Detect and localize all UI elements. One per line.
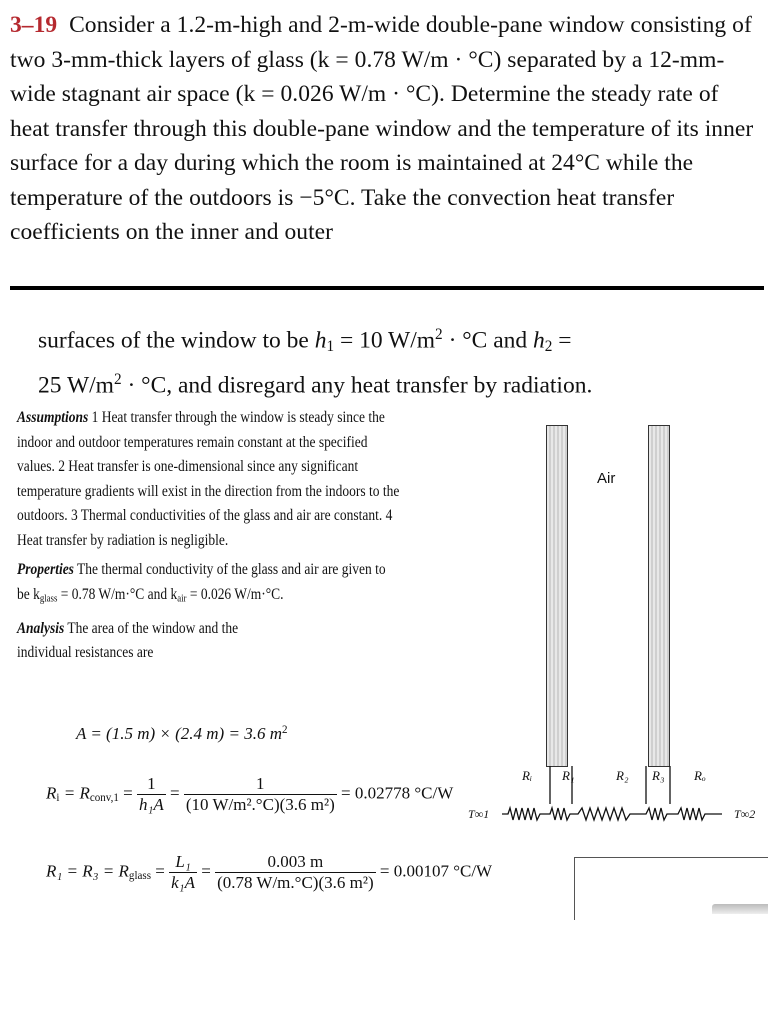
area-equation-text: A = (1.5 m) × (2.4 m) = 3.6 m xyxy=(76,724,282,744)
problem-number: 3–19 xyxy=(10,12,58,38)
assumptions-paragraph xyxy=(17,406,400,553)
eq2-num1: L₁ xyxy=(175,852,191,871)
solution-text xyxy=(17,406,400,671)
eq1-fraction-numeric xyxy=(184,774,337,815)
eq2-fraction-numeric xyxy=(215,852,376,893)
problem-statement xyxy=(10,8,762,250)
h2-subscript: 2 xyxy=(544,338,553,356)
properties-text-c: = 0.026 W/m·°C. xyxy=(186,585,284,603)
eq2-den1: k₁A xyxy=(171,873,195,892)
double-pane-window-figure xyxy=(546,425,692,765)
continuation-text-b: 25 W/m xyxy=(38,372,114,399)
resistor-label-r1: R₁ xyxy=(562,768,575,783)
glass-subscript: glass xyxy=(39,593,58,605)
t-inf2-label: T∞2 xyxy=(734,807,756,821)
eq1-mid-sub: conv,1 xyxy=(89,792,119,805)
eq2-fraction-symbolic xyxy=(169,852,197,893)
thermal-resistance-circuit xyxy=(466,764,766,824)
eq1-den2: (10 W/m².°C)(3.6 m²) xyxy=(185,795,335,814)
resistor-zigzag xyxy=(502,808,722,820)
glass-resistance-equation: $R_1 = R_3 = R_{glass}$ = $\frac{\text{L₁}}{\text{k₁A}}$ = $\frac{0.003 m}{\text{(0.78 W/m.°C)(3.6 m²)}}$ = 0.00107 °C/W xyxy=(46,852,493,892)
problem-text: Consider a 1.2-m-high and 2-m-wide double-pane window consisting of two 3-mm-thick layers of glass (k = 0.78 W/m · °C) separated by a 12-mm-wide stagnant air space (k = 0.026 W/m · °C). Determine the steady rate of heat transfer through this double-pane window and the temperature of its inner surface for a day during which the room is maintained at 24°C while the temperature of the outdoors is −5°C. Take the convection heat transfer coefficients on the inner and outer xyxy=(10,12,754,245)
eq1-result: = 0.02778 °C/W xyxy=(341,783,454,803)
assumptions-label: Assumptions xyxy=(17,409,89,426)
eq1-lhs-sub: i xyxy=(56,792,60,805)
h1-unit-sup: 2 xyxy=(435,326,443,343)
eq1-den1: h₁A xyxy=(138,795,164,814)
h1-subscript: 1 xyxy=(326,338,335,356)
problem-continuation xyxy=(38,318,738,403)
eq1-num2: 1 xyxy=(256,774,265,793)
eq1-num1: 1 xyxy=(147,774,156,793)
continuation-text-c: · °C, and disregard any heat transfer by radiation. xyxy=(121,372,593,399)
t-inf1-label: T∞1 xyxy=(468,807,490,821)
resistor-label-ro: Rₒ xyxy=(694,768,706,783)
h2-symbol: h xyxy=(533,327,545,354)
properties-text-a: The thermal conductivity of the glass and air are given to be k xyxy=(17,561,386,603)
properties-text-b: = 0.78 W/m·°C and k xyxy=(57,585,178,603)
resistor-label-r3: R₃ xyxy=(652,768,665,783)
properties-paragraph xyxy=(17,558,400,612)
eq2-result: = 0.00107 °C/W xyxy=(379,861,493,881)
air-subscript: air xyxy=(177,593,187,605)
inner-resistance-equation: $R_i = R_{conv,1}$ = $\frac{1}{\text{h₁A}}$ = $\frac{1}{\text{(10 W/m².°C)(3.6 m²)}}$ = 0.02778 °C/W xyxy=(46,774,454,814)
resistor-label-ri: Rᵢ xyxy=(522,768,532,783)
analysis-label: Analysis xyxy=(17,619,65,637)
inner-glass-pane xyxy=(546,425,568,767)
result-panel-tab xyxy=(712,904,768,914)
properties-label: Properties xyxy=(17,561,74,578)
eq2-lhs: R₁ = R₃ = R xyxy=(46,861,129,881)
continuation-text-a: surfaces of the window to be xyxy=(38,327,315,354)
assumptions-text: 1 Heat transfer through the window is steady since the indoor and outdoor temperatures remain constant at the specified values. 2 Heat transfer is one-dimensional since any significant temperature gradients will exist in the direction from the indoors to the outdoors. 3 Thermal conductivities of the glass and air are constant. 4 Heat transfer by radiation is negligible. xyxy=(17,409,400,549)
h2-unit-sup: 2 xyxy=(113,371,122,389)
page-divider xyxy=(10,286,764,290)
analysis-text: The area of the window and the individual resistances are xyxy=(17,619,239,662)
eq1-fraction-symbolic xyxy=(137,774,166,815)
h1-symbol: h xyxy=(314,327,327,354)
eq2-num2: 0.003 m xyxy=(267,852,324,871)
h1-tail: · °C and xyxy=(442,327,534,354)
resistor-label-r2: R₂ xyxy=(616,768,629,783)
outer-glass-pane xyxy=(648,425,670,767)
analysis-paragraph xyxy=(17,617,269,666)
area-unit-sup: 2 xyxy=(281,724,288,736)
eq1-lhs: R xyxy=(46,783,57,803)
eq1-mid: = R xyxy=(59,783,90,803)
resistor-chain xyxy=(502,766,722,820)
h2-equals: = xyxy=(552,327,572,354)
h1-value: = 10 W/m xyxy=(334,327,436,354)
eq2-lhs-sub: glass xyxy=(128,870,152,883)
area-equation xyxy=(76,724,288,744)
air-gap-label: Air xyxy=(597,470,616,487)
eq2-den2: (0.78 W/m.°C)(3.6 m²) xyxy=(217,873,374,892)
